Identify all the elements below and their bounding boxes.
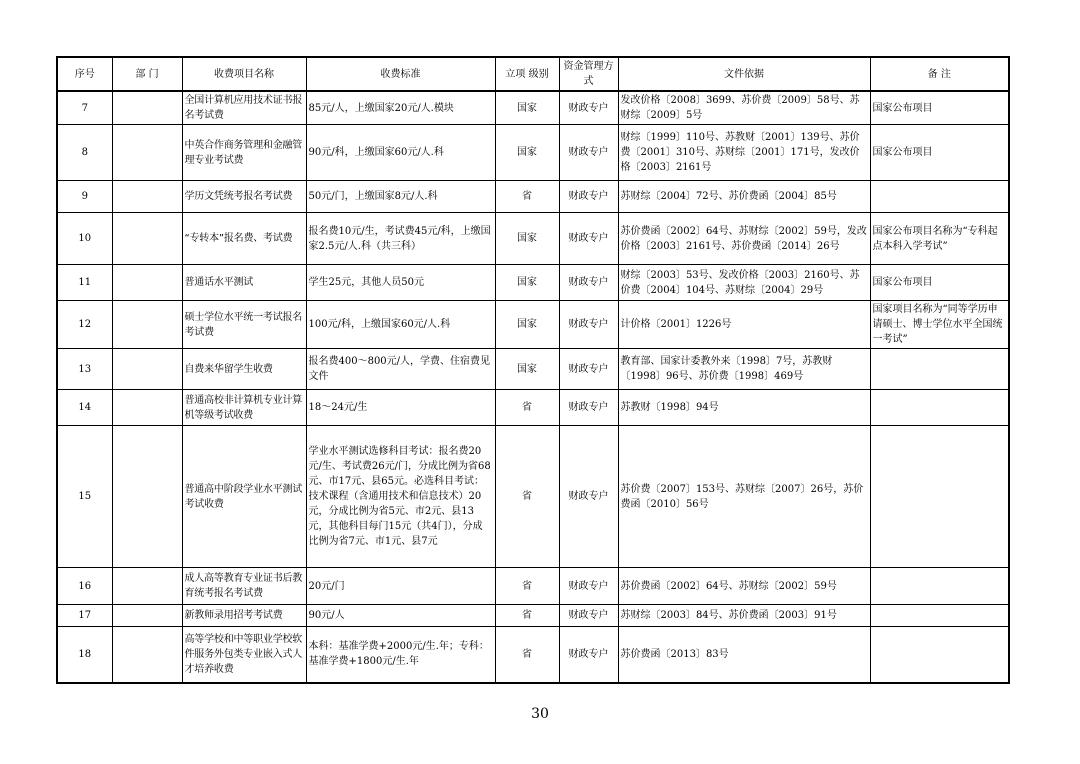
row-dept — [112, 605, 182, 627]
row-fund: 财政专户 — [559, 426, 618, 568]
row-basis: 发改价格〔2008〕3699、苏价费〔2009〕58号、苏财综〔2009〕5号 — [618, 91, 870, 125]
row-standard: 90元/科，上缴国家60元/人.科 — [306, 125, 495, 181]
row-no: 13 — [57, 349, 112, 390]
row-item: 普通话水平测试 — [182, 265, 306, 301]
row-standard: 100元/科，上缴国家60元/人.科 — [306, 301, 495, 349]
row-item: 高等学校和中等职业学校软件服务外包类专业嵌入式人才培养收费 — [182, 627, 306, 683]
table-row — [57, 301, 1009, 349]
row-dept — [112, 390, 182, 426]
row-standard: 85元/人，上缴国家20元/人.模块 — [306, 91, 495, 125]
header-level: 立项 级别 — [495, 57, 559, 91]
row-level: 国家 — [495, 91, 559, 125]
row-fund: 财政专户 — [559, 91, 618, 125]
row-no: 12 — [57, 301, 112, 349]
row-item: 学历文凭统考报名考试费 — [182, 181, 306, 213]
row-level: 省 — [495, 605, 559, 627]
row-level: 国家 — [495, 125, 559, 181]
row-standard: 20元/门 — [306, 568, 495, 605]
row-basis: 苏价费函〔2013〕83号 — [618, 627, 870, 683]
row-no: 10 — [57, 213, 112, 265]
row-level: 国家 — [495, 349, 559, 390]
table-row — [57, 426, 1009, 568]
row-dept — [112, 265, 182, 301]
header-dept: 部 门 — [112, 57, 182, 91]
row-item: 全国计算机应用技术证书报名考试费 — [182, 91, 306, 125]
row-item: “专转本”报名费、考试费 — [182, 213, 306, 265]
row-no: 17 — [57, 605, 112, 627]
row-no: 8 — [57, 125, 112, 181]
header-standard: 收费标准 — [306, 57, 495, 91]
row-remark — [870, 390, 1009, 426]
row-no: 7 — [57, 91, 112, 125]
row-dept — [112, 301, 182, 349]
row-fund: 财政专户 — [559, 568, 618, 605]
row-fund: 财政专户 — [559, 301, 618, 349]
row-dept — [112, 125, 182, 181]
row-item: 普通高中阶段学业水平测试考试收费 — [182, 426, 306, 568]
row-fund: 财政专户 — [559, 390, 618, 426]
row-dept — [112, 349, 182, 390]
row-fund: 财政专户 — [559, 181, 618, 213]
row-remark: 国家公布项目 — [870, 265, 1009, 301]
row-remark: 国家项目名称为“同等学历申请硕士、博士学位水平全国统一考试” — [870, 301, 1009, 349]
row-level: 省 — [495, 390, 559, 426]
table-row — [57, 605, 1009, 627]
row-level: 省 — [495, 181, 559, 213]
row-standard: 学生25元，其他人员50元 — [306, 265, 495, 301]
row-no: 14 — [57, 390, 112, 426]
row-item: 硕士学位水平统一考试报名考试费 — [182, 301, 306, 349]
row-basis: 苏财综〔2003〕84号、苏价费函〔2003〕91号 — [618, 605, 870, 627]
row-fund: 财政专户 — [559, 627, 618, 683]
row-fund: 财政专户 — [559, 213, 618, 265]
header-no: 序号 — [57, 57, 112, 91]
row-basis: 财综〔1999〕110号、苏教财〔2001〕139号、苏价费〔2001〕310号、苏财综〔2001〕171号，发改价格〔2003〕2161号 — [618, 125, 870, 181]
row-dept — [112, 213, 182, 265]
row-fund: 财政专户 — [559, 349, 618, 390]
row-dept — [112, 181, 182, 213]
row-basis: 教育部、国家计委教外来〔1998〕7号，苏教财〔1998〕96号、苏价费〔1998〕469号 — [618, 349, 870, 390]
row-no: 9 — [57, 181, 112, 213]
row-fund: 财政专户 — [559, 605, 618, 627]
row-standard: 50元/门，上缴国家8元/人.科 — [306, 181, 495, 213]
row-no: 16 — [57, 568, 112, 605]
row-level: 国家 — [495, 213, 559, 265]
row-level: 省 — [495, 568, 559, 605]
row-item: 普通高校非计算机专业计算机等级考试收费 — [182, 390, 306, 426]
row-item: 成人高等教育专业证书后教育统考报名考试费 — [182, 568, 306, 605]
header-row — [57, 57, 1009, 91]
row-remark: 国家公布项目 — [870, 91, 1009, 125]
row-fund: 财政专户 — [559, 125, 618, 181]
row-level: 国家 — [495, 301, 559, 349]
header-basis: 文件依据 — [618, 57, 870, 91]
row-remark — [870, 426, 1009, 568]
row-level: 国家 — [495, 265, 559, 301]
row-basis: 计价格〔2001〕1226号 — [618, 301, 870, 349]
row-remark: 国家公布项目 — [870, 125, 1009, 181]
row-basis: 苏价费函〔2002〕64号、苏财综〔2002〕59号，发改价格〔2003〕2161号、苏价费函〔2014〕26号 — [618, 213, 870, 265]
row-basis: 苏价费〔2007〕153号、苏财综〔2007〕26号，苏价费函〔2010〕56号 — [618, 426, 870, 568]
row-item: 新教师录用招考考试费 — [182, 605, 306, 627]
row-dept — [112, 91, 182, 125]
row-level: 省 — [495, 627, 559, 683]
header-fund: 资金管理方式 — [559, 57, 618, 91]
row-basis: 苏价费函〔2002〕64号、苏财综〔2002〕59号 — [618, 568, 870, 605]
row-basis: 苏教财〔1998〕94号 — [618, 390, 870, 426]
table-row — [57, 627, 1009, 683]
page-number: 30 — [531, 706, 549, 722]
table-row — [57, 349, 1009, 390]
table-row — [57, 125, 1009, 181]
row-remark — [870, 568, 1009, 605]
row-standard: 18～24元/生 — [306, 390, 495, 426]
row-no: 15 — [57, 426, 112, 568]
row-standard: 报名费400～800元/人，学费、住宿费见文件 — [306, 349, 495, 390]
row-fund: 财政专户 — [559, 265, 618, 301]
row-item: 自费来华留学生收费 — [182, 349, 306, 390]
row-standard: 本科：基准学费+2000元/生.年；专科：基准学费+1800元/生.年 — [306, 627, 495, 683]
row-no: 18 — [57, 627, 112, 683]
row-basis: 苏财综〔2004〕72号、苏价费函〔2004〕85号 — [618, 181, 870, 213]
table-row — [57, 91, 1009, 125]
row-item: 中英合作商务管理和金融管理专业考试费 — [182, 125, 306, 181]
row-basis: 财综〔2003〕53号、发改价格〔2003〕2160号、苏价费〔2004〕104号、苏财综〔2004〕29号 — [618, 265, 870, 301]
row-no: 11 — [57, 265, 112, 301]
table-row — [57, 181, 1009, 213]
row-remark: 国家公布项目名称为“专科起点本科入学考试” — [870, 213, 1009, 265]
row-standard: 90元/人 — [306, 605, 495, 627]
row-remark — [870, 181, 1009, 213]
table-row — [57, 568, 1009, 605]
row-remark — [870, 349, 1009, 390]
table-row — [57, 265, 1009, 301]
row-standard: 学业水平测试选修科目考试：报名费20元/生、考试费26元/门，分成比例为省68元、市17元、县65元。必选科目考试：技术课程（含通用技术和信息技术）20元，分成比例为省5元、市2元、县13元，其他科目每门15元（共4门），分成比例为省7元、市1元、县7元 — [306, 426, 495, 568]
row-dept — [112, 426, 182, 568]
row-level: 省 — [495, 426, 559, 568]
row-remark — [870, 605, 1009, 627]
fee-table — [56, 56, 1010, 684]
row-dept — [112, 627, 182, 683]
row-remark — [870, 627, 1009, 683]
row-standard: 报名费10元/生，考试费45元/科，上缴国家2.5元/人.科（共三科） — [306, 213, 495, 265]
table-row — [57, 213, 1009, 265]
header-item: 收费项目名称 — [182, 57, 306, 91]
row-dept — [112, 568, 182, 605]
header-remark: 备 注 — [870, 57, 1009, 91]
table-row — [57, 390, 1009, 426]
